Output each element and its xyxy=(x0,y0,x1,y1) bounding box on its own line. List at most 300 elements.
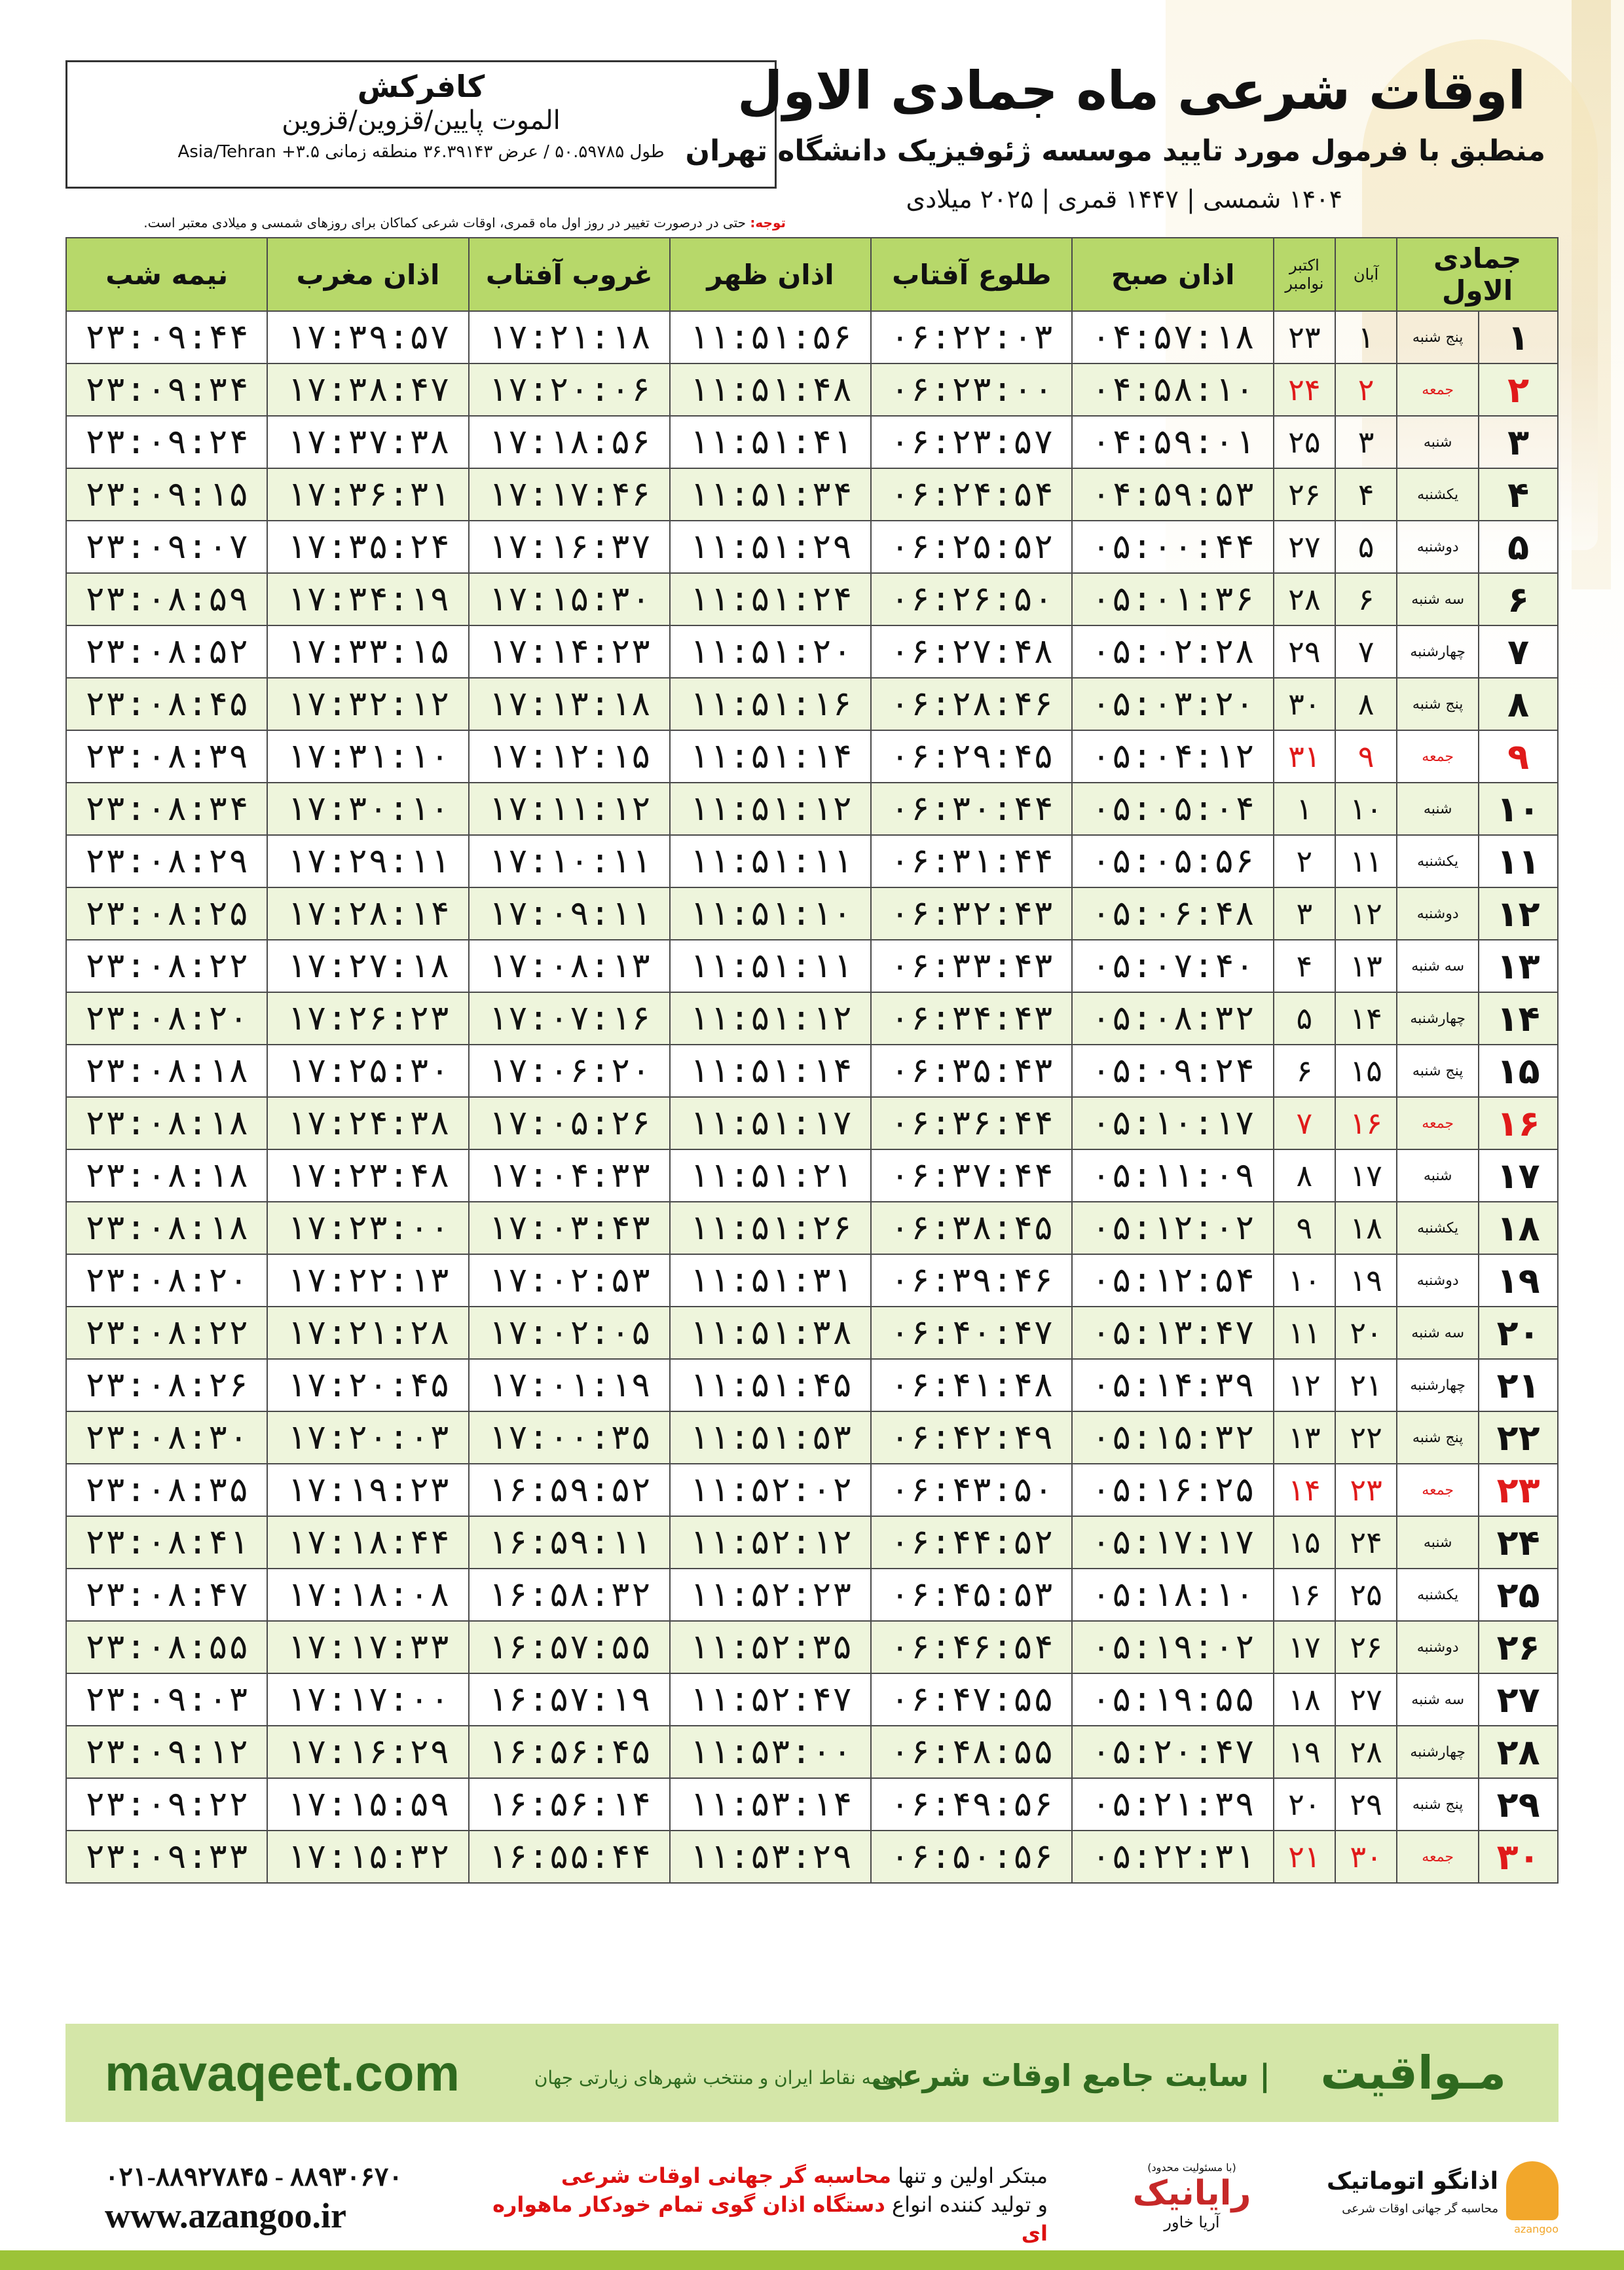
cell-maghrib: ۱۷:۲۰:۴۵ xyxy=(267,1359,468,1411)
cell-greg: ۲۴ xyxy=(1274,363,1335,416)
cell-dhuhr: ۱۱:۵۱:۱۴ xyxy=(670,1045,871,1097)
cell-sunrise: ۰۶:۲۷:۴۸ xyxy=(871,625,1072,678)
cell-greg: ۱۲ xyxy=(1274,1359,1335,1411)
col-greg: اکتبر نوامبر xyxy=(1274,238,1335,311)
cell-wk: شنبه xyxy=(1397,783,1479,835)
cell-wk: یکشنبه xyxy=(1397,1569,1479,1621)
cell-fajr: ۰۵:۱۲:۰۲ xyxy=(1072,1202,1273,1254)
cell-sunset: ۱۷:۱۴:۲۳ xyxy=(469,625,670,678)
cell-wk: شنبه xyxy=(1397,416,1479,468)
cell-maghrib: ۱۷:۲۶:۲۳ xyxy=(267,992,468,1045)
cell-dhuhr: ۱۱:۵۱:۱۲ xyxy=(670,992,871,1045)
cell-greg: ۷ xyxy=(1274,1097,1335,1149)
cell-wk: دوشنبه xyxy=(1397,1254,1479,1307)
location-city: کافرکش xyxy=(357,69,485,104)
cell-dhuhr: ۱۱:۵۲:۳۵ xyxy=(670,1621,871,1673)
cell-sunset: ۱۷:۱۱:۱۲ xyxy=(469,783,670,835)
col-day: جمادی الاول xyxy=(1397,238,1558,311)
cell-maghrib: ۱۷:۱۹:۲۳ xyxy=(267,1464,468,1516)
cell-sunrise: ۰۶:۴۰:۴۷ xyxy=(871,1307,1072,1359)
cell-midnight: ۲۳:۰۹:۴۴ xyxy=(66,311,267,363)
cell-day: ۳ xyxy=(1479,416,1558,468)
cell-greg: ۳۱ xyxy=(1274,730,1335,783)
mavaqeet-banner xyxy=(65,2024,1559,2122)
cell-maghrib: ۱۷:۱۷:۰۰ xyxy=(267,1673,468,1726)
cell-maghrib: ۱۷:۱۸:۴۴ xyxy=(267,1516,468,1569)
cell-wk: شنبه xyxy=(1397,1516,1479,1569)
cell-sunset: ۱۷:۰۹:۱۱ xyxy=(469,887,670,940)
cell-fajr: ۰۵:۱۲:۵۴ xyxy=(1072,1254,1273,1307)
cell-sunrise: ۰۶:۴۳:۵۰ xyxy=(871,1464,1072,1516)
table-row xyxy=(66,1097,1558,1149)
cell-dhuhr: ۱۱:۵۱:۴۱ xyxy=(670,416,871,468)
footer-line1: مبتکر اولین و تنها xyxy=(891,2163,1048,2188)
cell-wk: پنج شنبه xyxy=(1397,1778,1479,1831)
cell-midnight: ۲۳:۰۸:۲۰ xyxy=(66,1254,267,1307)
cell-sunrise: ۰۶:۴۴:۵۲ xyxy=(871,1516,1072,1569)
cell-greg: ۳ xyxy=(1274,887,1335,940)
cell-fajr: ۰۵:۰۰:۴۴ xyxy=(1072,521,1273,573)
cell-midnight: ۲۳:۰۸:۳۹ xyxy=(66,730,267,783)
cell-dhuhr: ۱۱:۵۲:۴۷ xyxy=(670,1673,871,1726)
cell-dhuhr: ۱۱:۵۱:۲۴ xyxy=(670,573,871,625)
cell-greg: ۱۳ xyxy=(1274,1411,1335,1464)
cell-fajr: ۰۵:۱۹:۰۲ xyxy=(1072,1621,1273,1673)
cell-greg: ۱۱ xyxy=(1274,1307,1335,1359)
cell-maghrib: ۱۷:۳۵:۲۴ xyxy=(267,521,468,573)
cell-greg: ۱۹ xyxy=(1274,1726,1335,1778)
cell-day: ۸ xyxy=(1479,678,1558,730)
table-row xyxy=(66,678,1558,730)
cell-dhuhr: ۱۱:۵۱:۱۱ xyxy=(670,835,871,887)
cell-day: ۱۴ xyxy=(1479,992,1558,1045)
cell-sunset: ۱۷:۱۳:۱۸ xyxy=(469,678,670,730)
cell-sunset: ۱۶:۵۵:۴۴ xyxy=(469,1831,670,1883)
cell-sunrise: ۰۶:۳۶:۴۴ xyxy=(871,1097,1072,1149)
cell-day: ۲۸ xyxy=(1479,1726,1558,1778)
cell-midnight: ۲۳:۰۸:۲۶ xyxy=(66,1359,267,1411)
cell-day: ۱۱ xyxy=(1479,835,1558,887)
cell-maghrib: ۱۷:۳۸:۴۷ xyxy=(267,363,468,416)
table-row xyxy=(66,1254,1558,1307)
cell-wk: شنبه xyxy=(1397,1149,1479,1202)
col-dhuhr: اذان ظهر xyxy=(670,238,871,311)
cell-aban: ۱۲ xyxy=(1335,887,1397,940)
cell-wk: پنج شنبه xyxy=(1397,1411,1479,1464)
cell-maghrib: ۱۷:۲۱:۲۸ xyxy=(267,1307,468,1359)
cell-dhuhr: ۱۱:۵۱:۱۷ xyxy=(670,1097,871,1149)
cell-dhuhr: ۱۱:۵۱:۵۶ xyxy=(670,311,871,363)
cell-fajr: ۰۵:۱۹:۵۵ xyxy=(1072,1673,1273,1726)
cell-wk: دوشنبه xyxy=(1397,521,1479,573)
cell-dhuhr: ۱۱:۵۳:۱۴ xyxy=(670,1778,871,1831)
cell-wk: یکشنبه xyxy=(1397,468,1479,521)
cell-midnight: ۲۳:۰۹:۱۲ xyxy=(66,1726,267,1778)
cell-sunrise: ۰۶:۴۲:۴۹ xyxy=(871,1411,1072,1464)
cell-sunset: ۱۷:۱۵:۳۰ xyxy=(469,573,670,625)
cell-sunrise: ۰۶:۳۲:۴۳ xyxy=(871,887,1072,940)
cell-sunset: ۱۷:۱۶:۳۷ xyxy=(469,521,670,573)
cell-midnight: ۲۳:۰۸:۵۹ xyxy=(66,573,267,625)
notice xyxy=(65,215,786,231)
footer-line2-highlight: دستگاه اذان گوی تمام خودکار ماهواره ای xyxy=(492,2192,1048,2246)
cell-day: ۱۲ xyxy=(1479,887,1558,940)
cell-midnight: ۲۳:۰۸:۴۵ xyxy=(66,678,267,730)
table-row xyxy=(66,573,1558,625)
cell-fajr: ۰۵:۱۸:۱۰ xyxy=(1072,1569,1273,1621)
cell-maghrib: ۱۷:۲۲:۱۳ xyxy=(267,1254,468,1307)
cell-wk: سه شنبه xyxy=(1397,573,1479,625)
cell-maghrib: ۱۷:۳۹:۵۷ xyxy=(267,311,468,363)
cell-fajr: ۰۵:۱۵:۳۲ xyxy=(1072,1411,1273,1464)
cell-dhuhr: ۱۱:۵۲:۱۲ xyxy=(670,1516,871,1569)
cell-maghrib: ۱۷:۲۷:۱۸ xyxy=(267,940,468,992)
cell-wk: جمعه xyxy=(1397,1097,1479,1149)
cell-aban: ۱۰ xyxy=(1335,783,1397,835)
cell-aban: ۲۹ xyxy=(1335,1778,1397,1831)
cell-sunset: ۱۷:۱۷:۴۶ xyxy=(469,468,670,521)
cell-sunrise: ۰۶:۴۹:۵۶ xyxy=(871,1778,1072,1831)
cell-day: ۲۲ xyxy=(1479,1411,1558,1464)
cell-greg: ۲۷ xyxy=(1274,521,1335,573)
rayanik-tiny: (با مسئولیت محدود) xyxy=(1147,2161,1236,2174)
prayer-times-table xyxy=(65,237,1559,1884)
cell-day: ۲۵ xyxy=(1479,1569,1558,1621)
cell-dhuhr: ۱۱:۵۱:۳۸ xyxy=(670,1307,871,1359)
table-row xyxy=(66,835,1558,887)
cell-midnight: ۲۳:۰۸:۳۵ xyxy=(66,1464,267,1516)
cell-wk: جمعه xyxy=(1397,363,1479,416)
cell-sunset: ۱۷:۰۲:۵۳ xyxy=(469,1254,670,1307)
cell-wk: پنج شنبه xyxy=(1397,1045,1479,1097)
cell-fajr: ۰۵:۰۹:۲۴ xyxy=(1072,1045,1273,1097)
cell-wk: سه شنبه xyxy=(1397,1673,1479,1726)
cell-maghrib: ۱۷:۲۹:۱۱ xyxy=(267,835,468,887)
cell-greg: ۱۸ xyxy=(1274,1673,1335,1726)
cell-wk: سه شنبه xyxy=(1397,940,1479,992)
cell-dhuhr: ۱۱:۵۱:۱۱ xyxy=(670,940,871,992)
azangoo-desc: محاسبه گر جهانی اوقات شرعی xyxy=(1342,2202,1498,2216)
table-row xyxy=(66,1202,1558,1254)
cell-fajr: ۰۵:۱۰:۱۷ xyxy=(1072,1097,1273,1149)
cell-midnight: ۲۳:۰۸:۵۵ xyxy=(66,1621,267,1673)
cell-sunset: ۱۶:۵۷:۱۹ xyxy=(469,1673,670,1726)
cell-day: ۲۳ xyxy=(1479,1464,1558,1516)
table-row xyxy=(66,1726,1558,1778)
cell-midnight: ۲۳:۰۹:۳۴ xyxy=(66,363,267,416)
cell-midnight: ۲۳:۰۸:۴۷ xyxy=(66,1569,267,1621)
cell-greg: ۹ xyxy=(1274,1202,1335,1254)
cell-wk: پنج شنبه xyxy=(1397,678,1479,730)
cell-day: ۱۸ xyxy=(1479,1202,1558,1254)
cell-sunrise: ۰۶:۲۵:۵۲ xyxy=(871,521,1072,573)
cell-wk: دوشنبه xyxy=(1397,1621,1479,1673)
table-row xyxy=(66,1359,1558,1411)
notice-label: توجه: xyxy=(750,215,786,231)
cell-aban: ۲۴ xyxy=(1335,1516,1397,1569)
cell-maghrib: ۱۷:۲۸:۱۴ xyxy=(267,887,468,940)
cell-sunset: ۱۷:۱۲:۱۵ xyxy=(469,730,670,783)
cell-wk: چهارشنبه xyxy=(1397,1359,1479,1411)
cell-fajr: ۰۵:۰۸:۳۲ xyxy=(1072,992,1273,1045)
cell-fajr: ۰۴:۵۹:۰۱ xyxy=(1072,416,1273,468)
cell-fajr: ۰۵:۱۱:۰۹ xyxy=(1072,1149,1273,1202)
cell-sunrise: ۰۶:۳۹:۴۶ xyxy=(871,1254,1072,1307)
azangoo-latin: azangoo xyxy=(1514,2223,1559,2235)
cell-greg: ۸ xyxy=(1274,1149,1335,1202)
cell-midnight: ۲۳:۰۸:۲۹ xyxy=(66,835,267,887)
cell-dhuhr: ۱۱:۵۱:۲۹ xyxy=(670,521,871,573)
cell-dhuhr: ۱۱:۵۱:۱۲ xyxy=(670,783,871,835)
cell-sunrise: ۰۶:۳۷:۴۴ xyxy=(871,1149,1072,1202)
cell-wk: سه شنبه xyxy=(1397,1307,1479,1359)
cell-day: ۱۶ xyxy=(1479,1097,1558,1149)
cell-fajr: ۰۵:۰۳:۲۰ xyxy=(1072,678,1273,730)
cell-wk: جمعه xyxy=(1397,730,1479,783)
cell-wk: چهارشنبه xyxy=(1397,625,1479,678)
cell-sunrise: ۰۶:۵۰:۵۶ xyxy=(871,1831,1072,1883)
cell-wk: یکشنبه xyxy=(1397,835,1479,887)
cell-maghrib: ۱۷:۱۵:۵۹ xyxy=(267,1778,468,1831)
cell-maghrib: ۱۷:۲۴:۳۸ xyxy=(267,1097,468,1149)
footer-line1-highlight: محاسبه گر جهانی اوقات شرعی xyxy=(561,2163,891,2188)
rayanik-name: رایانیک xyxy=(1132,2174,1251,2213)
cell-aban: ۸ xyxy=(1335,678,1397,730)
cell-midnight: ۲۳:۰۹:۲۲ xyxy=(66,1778,267,1831)
cell-sunset: ۱۶:۵۷:۵۵ xyxy=(469,1621,670,1673)
table-row xyxy=(66,1621,1558,1673)
cell-sunrise: ۰۶:۲۶:۵۰ xyxy=(871,573,1072,625)
cell-greg: ۵ xyxy=(1274,992,1335,1045)
banner-url[interactable]: mavaqeet.com xyxy=(105,2044,460,2102)
cell-sunrise: ۰۶:۳۱:۴۴ xyxy=(871,835,1072,887)
cell-aban: ۲ xyxy=(1335,363,1397,416)
cell-maghrib: ۱۷:۳۱:۱۰ xyxy=(267,730,468,783)
table-row xyxy=(66,1673,1558,1726)
col-midnight: نیمه شب xyxy=(66,238,267,311)
cell-aban: ۲۵ xyxy=(1335,1569,1397,1621)
cell-dhuhr: ۱۱:۵۱:۳۱ xyxy=(670,1254,871,1307)
cell-day: ۱۷ xyxy=(1479,1149,1558,1202)
cell-dhuhr: ۱۱:۵۱:۴۵ xyxy=(670,1359,871,1411)
cell-maghrib: ۱۷:۳۴:۱۹ xyxy=(267,573,468,625)
cell-midnight: ۲۳:۰۸:۱۸ xyxy=(66,1045,267,1097)
table-row xyxy=(66,1045,1558,1097)
cell-greg: ۲ xyxy=(1274,835,1335,887)
cell-day: ۹ xyxy=(1479,730,1558,783)
cell-greg: ۲۰ xyxy=(1274,1778,1335,1831)
cell-sunset: ۱۷:۰۶:۲۰ xyxy=(469,1045,670,1097)
banner-brand: مـواقیت xyxy=(1320,2046,1506,2100)
cell-aban: ۲۷ xyxy=(1335,1673,1397,1726)
table-row xyxy=(66,1149,1558,1202)
table-row xyxy=(66,1831,1558,1883)
cell-sunset: ۱۷:۰۰:۳۵ xyxy=(469,1411,670,1464)
cell-wk: جمعه xyxy=(1397,1831,1479,1883)
cell-midnight: ۲۳:۰۸:۲۲ xyxy=(66,1307,267,1359)
cell-dhuhr: ۱۱:۵۳:۲۹ xyxy=(670,1831,871,1883)
cell-dhuhr: ۱۱:۵۳:۰۰ xyxy=(670,1726,871,1778)
cell-sunset: ۱۷:۰۷:۱۶ xyxy=(469,992,670,1045)
cell-day: ۶ xyxy=(1479,573,1558,625)
cell-fajr: ۰۵:۰۷:۴۰ xyxy=(1072,940,1273,992)
cell-day: ۲۴ xyxy=(1479,1516,1558,1569)
cell-sunset: ۱۷:۱۰:۱۱ xyxy=(469,835,670,887)
cell-day: ۲ xyxy=(1479,363,1558,416)
cell-greg: ۳۰ xyxy=(1274,678,1335,730)
cell-sunrise: ۰۶:۲۸:۴۶ xyxy=(871,678,1072,730)
cell-aban: ۲۰ xyxy=(1335,1307,1397,1359)
cell-sunrise: ۰۶:۲۴:۵۴ xyxy=(871,468,1072,521)
cell-sunset: ۱۷:۲۰:۰۶ xyxy=(469,363,670,416)
cell-midnight: ۲۳:۰۸:۱۸ xyxy=(66,1202,267,1254)
table-row xyxy=(66,887,1558,940)
cell-sunset: ۱۶:۵۸:۳۲ xyxy=(469,1569,670,1621)
cell-day: ۲۹ xyxy=(1479,1778,1558,1831)
cell-maghrib: ۱۷:۳۲:۱۲ xyxy=(267,678,468,730)
cell-midnight: ۲۳:۰۹:۰۷ xyxy=(66,521,267,573)
cell-day: ۴ xyxy=(1479,468,1558,521)
cell-maghrib: ۱۷:۲۳:۴۸ xyxy=(267,1149,468,1202)
cell-fajr: ۰۵:۱۶:۲۵ xyxy=(1072,1464,1273,1516)
cell-greg: ۶ xyxy=(1274,1045,1335,1097)
cell-fajr: ۰۵:۰۵:۰۴ xyxy=(1072,783,1273,835)
cell-day: ۱۳ xyxy=(1479,940,1558,992)
cell-sunrise: ۰۶:۲۹:۴۵ xyxy=(871,730,1072,783)
table-row xyxy=(66,1464,1558,1516)
cell-dhuhr: ۱۱:۵۱:۳۴ xyxy=(670,468,871,521)
cell-aban: ۱۷ xyxy=(1335,1149,1397,1202)
cell-midnight: ۲۳:۰۸:۳۰ xyxy=(66,1411,267,1464)
cell-midnight: ۲۳:۰۸:۴۱ xyxy=(66,1516,267,1569)
cell-aban: ۱۳ xyxy=(1335,940,1397,992)
cell-maghrib: ۱۷:۱۵:۳۲ xyxy=(267,1831,468,1883)
cell-sunrise: ۰۶:۴۸:۵۵ xyxy=(871,1726,1072,1778)
cell-midnight: ۲۳:۰۸:۲۲ xyxy=(66,940,267,992)
cell-greg: ۱۶ xyxy=(1274,1569,1335,1621)
cell-midnight: ۲۳:۰۹:۰۳ xyxy=(66,1673,267,1726)
table-row xyxy=(66,992,1558,1045)
table-row xyxy=(66,468,1558,521)
cell-midnight: ۲۳:۰۹:۳۳ xyxy=(66,1831,267,1883)
cell-day: ۲۶ xyxy=(1479,1621,1558,1673)
cell-aban: ۱ xyxy=(1335,311,1397,363)
azangoo-logo xyxy=(1297,2161,1559,2240)
cell-wk: دوشنبه xyxy=(1397,887,1479,940)
cell-aban: ۲۱ xyxy=(1335,1359,1397,1411)
cell-greg: ۱ xyxy=(1274,783,1335,835)
cell-dhuhr: ۱۱:۵۱:۵۳ xyxy=(670,1411,871,1464)
table-row xyxy=(66,940,1558,992)
cell-midnight: ۲۳:۰۸:۲۵ xyxy=(66,887,267,940)
table-row xyxy=(66,1411,1558,1464)
cell-day: ۱۵ xyxy=(1479,1045,1558,1097)
table-row xyxy=(66,1516,1558,1569)
cell-aban: ۴ xyxy=(1335,468,1397,521)
cell-dhuhr: ۱۱:۵۱:۱۶ xyxy=(670,678,871,730)
cell-maghrib: ۱۷:۱۷:۳۳ xyxy=(267,1621,468,1673)
location-region: الموت پایین/قزوین/قزوین xyxy=(282,105,561,136)
cell-aban: ۱۹ xyxy=(1335,1254,1397,1307)
cell-dhuhr: ۱۱:۵۱:۲۶ xyxy=(670,1202,871,1254)
cell-sunrise: ۰۶:۴۶:۵۴ xyxy=(871,1621,1072,1673)
cell-sunrise: ۰۶:۴۷:۵۵ xyxy=(871,1673,1072,1726)
cell-sunset: ۱۷:۰۸:۱۳ xyxy=(469,940,670,992)
cell-sunrise: ۰۶:۳۳:۴۳ xyxy=(871,940,1072,992)
cell-greg: ۲۹ xyxy=(1274,625,1335,678)
cell-sunset: ۱۷:۰۴:۳۳ xyxy=(469,1149,670,1202)
table-header xyxy=(66,238,1558,311)
cell-midnight: ۲۳:۰۸:۳۴ xyxy=(66,783,267,835)
cell-fajr: ۰۵:۲۲:۳۱ xyxy=(1072,1831,1273,1883)
cell-fajr: ۰۵:۰۴:۱۲ xyxy=(1072,730,1273,783)
cell-sunset: ۱۷:۲۱:۱۸ xyxy=(469,311,670,363)
cell-day: ۷ xyxy=(1479,625,1558,678)
cell-day: ۲۱ xyxy=(1479,1359,1558,1411)
location-box xyxy=(65,60,777,189)
cell-aban: ۳ xyxy=(1335,416,1397,468)
cell-sunrise: ۰۶:۴۵:۵۳ xyxy=(871,1569,1072,1621)
cell-maghrib: ۱۷:۳۳:۱۵ xyxy=(267,625,468,678)
cell-aban: ۲۸ xyxy=(1335,1726,1397,1778)
table-row xyxy=(66,1778,1558,1831)
cell-sunrise: ۰۶:۳۵:۴۳ xyxy=(871,1045,1072,1097)
footer-phones: ۰۲۱-۸۸۹۲۷۸۴۵ - ۸۸۹۳۰۶۷۰ xyxy=(105,2162,403,2191)
table-row xyxy=(66,1569,1558,1621)
footer-description xyxy=(478,2161,1048,2248)
footer-website[interactable]: www.azangoo.ir xyxy=(105,2196,346,2235)
cell-sunset: ۱۷:۰۱:۱۹ xyxy=(469,1359,670,1411)
col-sunset: غروب آفتاب xyxy=(469,238,670,311)
col-sunrise: طلوع آفتاب xyxy=(871,238,1072,311)
cell-sunrise: ۰۶:۳۸:۴۵ xyxy=(871,1202,1072,1254)
cell-midnight: ۲۳:۰۸:۱۸ xyxy=(66,1149,267,1202)
cell-maghrib: ۱۷:۲۳:۰۰ xyxy=(267,1202,468,1254)
cell-maghrib: ۱۷:۳۰:۱۰ xyxy=(267,783,468,835)
cell-day: ۲۷ xyxy=(1479,1673,1558,1726)
cell-greg: ۲۱ xyxy=(1274,1831,1335,1883)
cell-aban: ۷ xyxy=(1335,625,1397,678)
cell-sunrise: ۰۶:۳۴:۴۳ xyxy=(871,992,1072,1045)
bottom-bar xyxy=(0,2250,1624,2270)
cell-greg: ۱۷ xyxy=(1274,1621,1335,1673)
cell-day: ۱۰ xyxy=(1479,783,1558,835)
cell-aban: ۱۵ xyxy=(1335,1045,1397,1097)
cell-fajr: ۰۵:۰۶:۴۸ xyxy=(1072,887,1273,940)
calendar-years: ۱۴۰۴ شمسی | ۱۴۴۷ قمری | ۲۰۲۵ میلادی xyxy=(906,185,1342,214)
cell-fajr: ۰۴:۵۸:۱۰ xyxy=(1072,363,1273,416)
cell-fajr: ۰۵:۰۵:۵۶ xyxy=(1072,835,1273,887)
cell-fajr: ۰۵:۲۱:۳۹ xyxy=(1072,1778,1273,1831)
cell-wk: چهارشنبه xyxy=(1397,1726,1479,1778)
page-subtitle: منطبق با فرمول مورد تایید موسسه ژئوفیزیک دانشگاه تهران xyxy=(685,134,1545,168)
cell-greg: ۲۶ xyxy=(1274,468,1335,521)
table-row xyxy=(66,1307,1558,1359)
table-row xyxy=(66,521,1558,573)
cell-dhuhr: ۱۱:۵۲:۲۳ xyxy=(670,1569,871,1621)
cell-day: ۲۰ xyxy=(1479,1307,1558,1359)
rayanik-sub: آریا خاور xyxy=(1164,2213,1220,2231)
cell-aban: ۱۸ xyxy=(1335,1202,1397,1254)
cell-fajr: ۰۵:۱۷:۱۷ xyxy=(1072,1516,1273,1569)
cell-wk: جمعه xyxy=(1397,1464,1479,1516)
cell-maghrib: ۱۷:۲۰:۰۳ xyxy=(267,1411,468,1464)
cell-aban: ۱۴ xyxy=(1335,992,1397,1045)
rayanik-logo xyxy=(1113,2161,1270,2233)
cell-dhuhr: ۱۱:۵۱:۱۰ xyxy=(670,887,871,940)
cell-wk: پنج شنبه xyxy=(1397,311,1479,363)
cell-sunset: ۱۷:۰۵:۲۶ xyxy=(469,1097,670,1149)
